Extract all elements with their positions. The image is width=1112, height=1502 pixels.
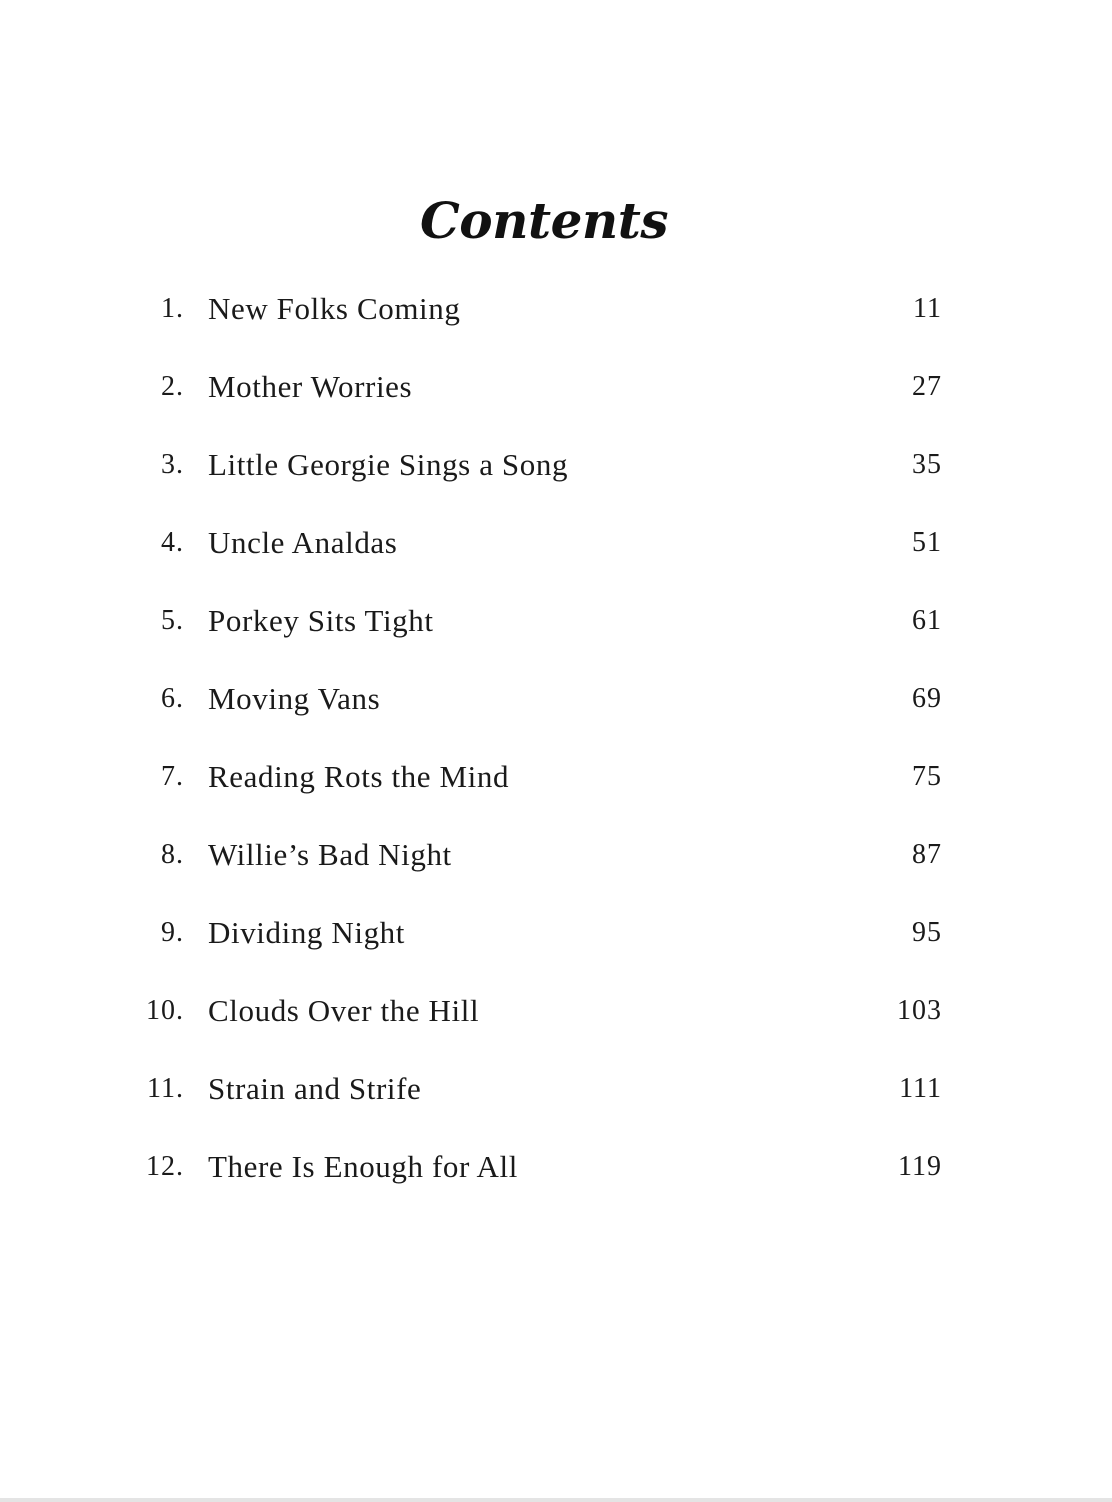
page-number: 111 bbox=[899, 1073, 942, 1104]
page-number: 69 bbox=[912, 683, 942, 714]
chapter-title: Uncle Analdas bbox=[208, 525, 398, 560]
chapter-number: 8. bbox=[161, 839, 184, 870]
toc-entry bbox=[0, 1065, 1112, 1143]
chapter-number: 3. bbox=[161, 449, 184, 480]
chapter-title: Willie’s Bad Night bbox=[208, 837, 452, 872]
toc-entry bbox=[0, 519, 1112, 597]
chapter-number: 5. bbox=[161, 605, 184, 636]
chapter-title: Porkey Sits Tight bbox=[208, 603, 434, 638]
chapter-number: 1. bbox=[161, 293, 184, 324]
chapter-title: Clouds Over the Hill bbox=[208, 993, 480, 1028]
page-number: 103 bbox=[897, 995, 942, 1026]
chapter-number: 11. bbox=[147, 1073, 184, 1104]
toc-entry bbox=[0, 441, 1112, 519]
toc-entry bbox=[0, 1143, 1112, 1221]
chapter-number: 7. bbox=[161, 761, 184, 792]
page-bottom-edge bbox=[0, 1498, 1112, 1502]
page-number: 95 bbox=[912, 917, 942, 948]
page-number: 61 bbox=[912, 605, 942, 636]
page-number: 27 bbox=[912, 371, 942, 402]
chapter-number: 6. bbox=[161, 683, 184, 714]
toc-entry bbox=[0, 597, 1112, 675]
page-number: 119 bbox=[898, 1151, 942, 1182]
chapter-number: 2. bbox=[161, 371, 184, 402]
page-title: Contents bbox=[419, 190, 668, 250]
chapter-number: 10. bbox=[146, 995, 184, 1026]
toc-entry bbox=[0, 363, 1112, 441]
chapter-title: Dividing Night bbox=[208, 915, 405, 950]
chapter-title: Reading Rots the Mind bbox=[208, 759, 510, 794]
page-number: 51 bbox=[912, 527, 942, 558]
toc-entry bbox=[0, 753, 1112, 831]
chapter-number: 4. bbox=[161, 527, 184, 558]
toc-entry bbox=[0, 285, 1112, 363]
chapter-title: Mother Worries bbox=[208, 369, 413, 404]
page-number: 75 bbox=[912, 761, 942, 792]
chapter-number: 9. bbox=[161, 917, 184, 948]
toc-entry bbox=[0, 831, 1112, 909]
chapter-number: 12. bbox=[146, 1151, 184, 1182]
chapter-title: Little Georgie Sings a Song bbox=[208, 447, 569, 482]
toc-entry bbox=[0, 675, 1112, 753]
table-of-contents bbox=[0, 285, 1112, 1221]
chapter-title: Moving Vans bbox=[208, 681, 381, 716]
page-number: 87 bbox=[912, 839, 942, 870]
toc-entry bbox=[0, 909, 1112, 987]
page-number: 35 bbox=[912, 449, 942, 480]
chapter-title: Strain and Strife bbox=[208, 1071, 422, 1106]
toc-entry bbox=[0, 987, 1112, 1065]
chapter-title: There Is Enough for All bbox=[208, 1149, 518, 1184]
chapter-title: New Folks Coming bbox=[208, 291, 461, 326]
page-number: 11 bbox=[913, 293, 942, 324]
